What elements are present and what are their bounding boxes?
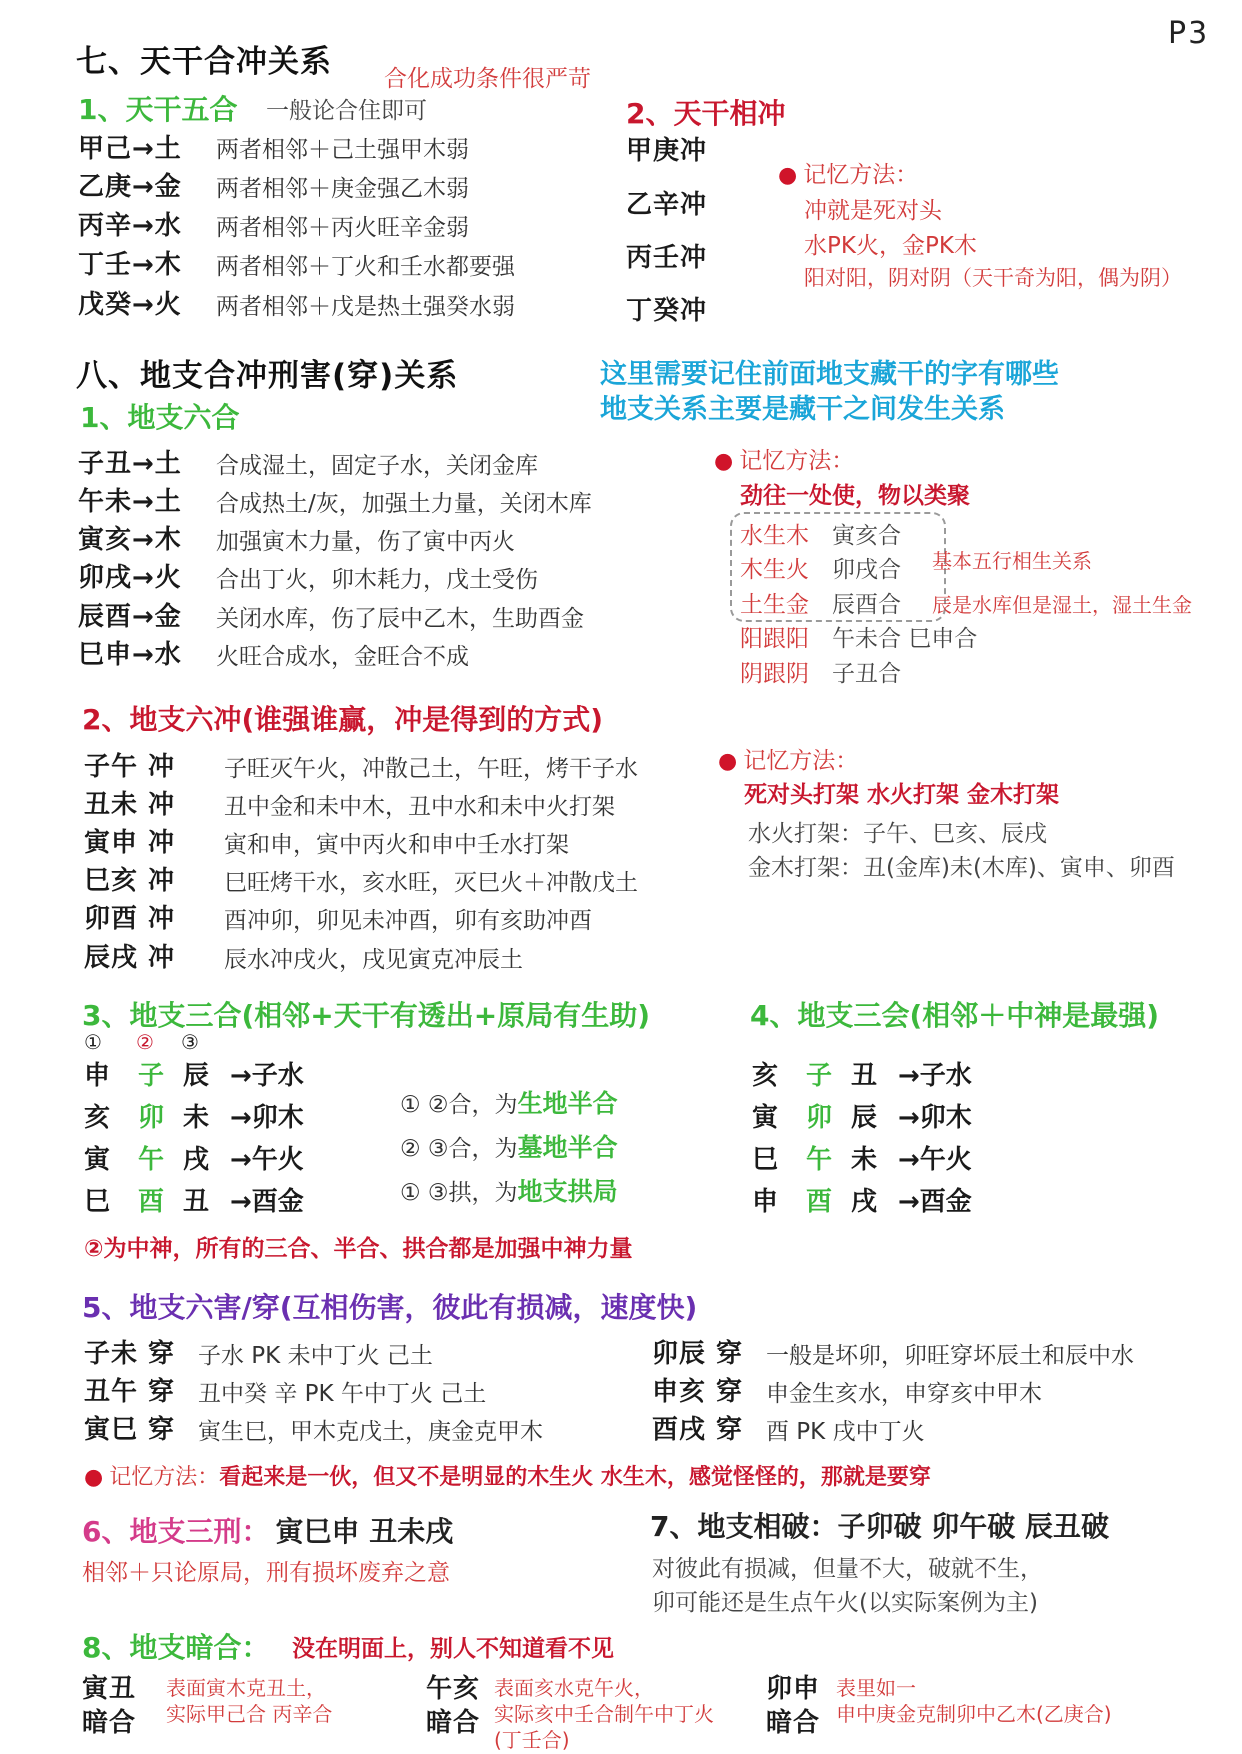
- liuchong-key: 巳亥 冲: [84, 866, 176, 896]
- wuhe-key: 乙庚→金: [78, 172, 182, 202]
- bullet-dot-icon: ●: [778, 163, 798, 188]
- anhe-key: 暗合: [426, 1708, 481, 1738]
- pair-b: 子丑合: [832, 661, 901, 687]
- liuhai-desc: 丑中癸 辛 PK 午中丁火 己土: [198, 1381, 487, 1407]
- section-7-title: 七、天干合冲关系: [76, 44, 332, 80]
- liuchong-desc: 寅和申，寅中丙火和申中壬水打架: [224, 832, 569, 858]
- liuhai-title: 5、地支六害/穿(互相伤害，彼此有损减，速度快): [82, 1291, 698, 1324]
- liuhe-desc: 合出丁火，卯木耗力，戊土受伤: [216, 567, 538, 593]
- liuchong-key: 卯酉 冲: [84, 904, 176, 934]
- pair-a: 木生火: [740, 557, 809, 583]
- pair-b: 寅亥合: [832, 523, 901, 549]
- anhe-line: 表里如一: [836, 1676, 916, 1700]
- liuhai-desc: 寅生巳，甲木克戊土，庚金克甲木: [198, 1419, 543, 1445]
- liuhe-desc: 加强寅木力量，伤了寅中丙火: [216, 529, 515, 555]
- sanhe-row: 申 子 辰 →子水: [84, 1061, 304, 1091]
- liuchong-desc: 辰水冲戌火，戌见寅克冲辰土: [224, 947, 523, 973]
- sanhe-row: 寅 午 戌 →午火: [84, 1145, 304, 1175]
- chong-item: 丙壬冲: [626, 243, 708, 273]
- memory-method-label: ● 记忆方法：: [778, 162, 919, 188]
- liuchong-memory-head: 死对头打架 水火打架 金木打架: [744, 782, 1060, 808]
- sanhe-markers: ① ② ③: [84, 1030, 199, 1054]
- liuhe-side-note: 基本五行相生关系: [932, 549, 1092, 573]
- anhe-key: 卯申: [766, 1674, 821, 1704]
- liuchong-key: 丑未 冲: [84, 790, 176, 820]
- wuhe-desc: 两者相邻＋己土强甲木弱: [216, 137, 469, 163]
- chong-item: 甲庚冲: [626, 136, 708, 166]
- sanxing-note: 相邻＋只论原局，刑有损坏废弃之意: [82, 1560, 450, 1586]
- pair-b: 卯戌合: [832, 557, 901, 583]
- chong-item: 丁癸冲: [626, 296, 708, 326]
- liuhe-desc: 合成湿土，固定子水，关闭金库: [216, 453, 538, 479]
- xiangpo-title: 7、地支相破：子卯破 卯午破 辰丑破: [650, 1510, 1109, 1543]
- anhe-key: 暗合: [766, 1708, 821, 1738]
- liuhe-key: 辰酉→金: [78, 602, 182, 632]
- anhe-line: (丁壬合): [494, 1728, 570, 1752]
- liuhai-key: 卯辰 穿: [652, 1339, 744, 1369]
- anhe-note: 没在明面上，别人不知道看不见: [292, 1636, 614, 1662]
- liuchong-title: 2、地支六冲(谁强谁赢，冲是得到的方式): [82, 703, 604, 736]
- liuhe-memory-head: 劲往一处使，物以类聚: [740, 483, 970, 509]
- liuhai-key: 申亥 穿: [652, 1377, 744, 1407]
- liuhe-memory-label: ● 记忆方法：: [714, 448, 855, 474]
- liuhe-key: 午未→土: [78, 487, 182, 517]
- bullet-dot-icon: ●: [714, 449, 734, 474]
- memory-line: 水PK火，金PK木: [804, 233, 977, 259]
- sanhui-row: 巳 午 未 →午火: [752, 1145, 972, 1175]
- liuchong-key: 子午 冲: [84, 752, 176, 782]
- liuchong-desc: 酉冲卯，卯见未冲酉，卯有亥助冲酉: [224, 908, 592, 934]
- memory-line: 冲就是死对头: [804, 198, 942, 224]
- liuhe-desc: 关闭水库，伤了辰中乙木，生助酉金: [216, 606, 584, 632]
- liuhai-key: 丑午 穿: [84, 1377, 176, 1407]
- sanhe-note: ② ③合，为墓地半合: [400, 1133, 618, 1162]
- liuhai-memory: ● 记忆方法：看起来是一伙，但又不是明显的木生火 水生木，感觉怪怪的，那就是要穿: [84, 1465, 931, 1490]
- pair-a: 水生木: [740, 523, 809, 549]
- sanxing-items: 寅巳申 丑未戌: [275, 1515, 454, 1548]
- liuhe-side-note: 辰是水库但是湿土，湿土生金: [932, 593, 1192, 617]
- pair-a: 阳跟阳: [740, 626, 809, 652]
- liuhai-desc: 子水 PK 未中丁火 己土: [198, 1343, 433, 1369]
- sanxing-title: 6、地支三刑：: [82, 1515, 270, 1548]
- liuchong-memory-label: ● 记忆方法：: [718, 748, 859, 774]
- xiangpo-line: 对彼此有损减，但量不大，破就不生，: [652, 1556, 1043, 1582]
- liuchong-key: 寅申 冲: [84, 828, 176, 858]
- wuhe-desc: 两者相邻＋丁火和壬水都要强: [216, 254, 515, 280]
- section-8-blue-note: 这里需要记住前面地支藏干的字有哪些: [600, 359, 1059, 390]
- bullet-dot-icon: ●: [84, 1465, 104, 1490]
- liuchong-desc: 丑中金和未中木，丑中水和未中火打架: [224, 794, 615, 820]
- sanhui-title: 4、地支三会(相邻＋中神是最强): [750, 999, 1160, 1032]
- pair-a: 阴跟阴: [740, 661, 809, 687]
- anhe-line: 表面亥水克午火，: [494, 1676, 654, 1700]
- page-number: P3: [1168, 16, 1210, 51]
- pair-b: 午未合 巳申合: [832, 626, 978, 652]
- liuchong-key: 辰戌 冲: [84, 943, 176, 973]
- wuhe-key: 甲己→土: [78, 134, 182, 164]
- xiangpo-line: 卯可能还是生点午火(以实际案例为主): [652, 1590, 1038, 1616]
- sanhe-row: 亥 卯 未 →卯木: [84, 1103, 304, 1133]
- anhe-line: 实际亥中壬合制午中丁火: [494, 1702, 714, 1726]
- anhe-key: 午亥: [426, 1674, 481, 1704]
- wuhe-key: 丁壬→木: [78, 250, 182, 280]
- liuhai-desc: 酉 PK 戌中丁火: [766, 1419, 925, 1445]
- wuhe-desc: 两者相邻＋戊是热土强癸水弱: [216, 294, 515, 320]
- section-7-note: 合化成功条件很严苛: [384, 66, 591, 92]
- sanhui-row: 申 酉 戌 →酉金: [752, 1187, 972, 1217]
- liuhai-desc: 申金生亥水，申穿亥中甲木: [766, 1381, 1042, 1407]
- sanhe-footer: ②为中神，所有的三合、半合、拱合都是加强中神力量: [84, 1236, 633, 1262]
- wuhe-key: 丙辛→水: [78, 211, 182, 241]
- anhe-line: 申中庚金克制卯中乙木(乙庚合): [836, 1702, 1112, 1726]
- bullet-dot-icon: ●: [718, 749, 738, 774]
- sanhe-note: ① ③拱，为地支拱局: [400, 1177, 618, 1206]
- liuhe-key: 卯戌→火: [78, 563, 182, 593]
- anhe-line: 表面寅木克丑土，: [166, 1676, 326, 1700]
- sanhe-title: 3、地支三合(相邻+天干有透出+原局有生助): [82, 999, 651, 1032]
- sanhe-note: ① ②合，为生地半合: [400, 1089, 618, 1118]
- pair-b: 辰酉合: [832, 592, 901, 618]
- pair-a: 土生金: [740, 592, 809, 618]
- wuhe-desc: 两者相邻＋庚金强乙木弱: [216, 176, 469, 202]
- anhe-title: 8、地支暗合：: [82, 1631, 270, 1664]
- wuhe-title: 1、天干五合: [78, 93, 238, 126]
- liuhai-key: 寅巳 穿: [84, 1415, 176, 1445]
- sanhe-row: 巳 酉 丑 →酉金: [84, 1187, 304, 1217]
- liuhe-desc: 合成热土/灰，加强土力量，关闭木库: [216, 491, 592, 517]
- tiangan-chong-title: 2、天干相冲: [626, 97, 786, 130]
- liuhe-key: 寅亥→木: [78, 525, 182, 555]
- anhe-key: 寅丑: [82, 1674, 137, 1704]
- section-8-title: 八、地支合冲刑害(穿)关系: [76, 358, 459, 394]
- sanhui-row: 亥 子 丑 →子水: [752, 1061, 972, 1091]
- wuhe-note: 一般论合住即可: [266, 98, 427, 124]
- anhe-line: 实际甲己合 丙辛合: [166, 1702, 333, 1726]
- memory-line: 阳对阳，阴对阴（天干奇为阳，偶为阴）: [804, 266, 1182, 290]
- wuhe-key: 戊癸→火: [78, 290, 182, 320]
- section-8-blue-note: 地支关系主要是藏干之间发生关系: [600, 394, 1005, 425]
- chong-item: 乙辛冲: [626, 190, 708, 220]
- liuchong-desc: 巳旺烤干水，亥水旺，灭巳火＋冲散戊土: [224, 870, 638, 896]
- liuhe-desc: 火旺合成水，金旺合不成: [216, 644, 469, 670]
- liuhe-title: 1、地支六合: [80, 401, 240, 434]
- liuhe-key: 巳申→水: [78, 640, 182, 670]
- liuhai-key: 酉戌 穿: [652, 1415, 744, 1445]
- sanxing-heading: [82, 1510, 453, 1550]
- liuhai-key: 子未 穿: [84, 1339, 176, 1369]
- sanhui-row: 寅 卯 辰 →卯木: [752, 1103, 972, 1133]
- liuchong-desc: 子旺灭午火，冲散己土，午旺，烤干子水: [224, 756, 638, 782]
- wuhe-desc: 两者相邻＋丙火旺辛金弱: [216, 215, 469, 241]
- liuhai-desc: 一般是坏卯，卯旺穿坏辰土和辰中水: [766, 1343, 1134, 1369]
- liuchong-memory-line: 水火打架：子午、巳亥、辰戌: [748, 821, 1047, 847]
- liuhe-key: 子丑→土: [78, 449, 182, 479]
- anhe-key: 暗合: [82, 1708, 137, 1738]
- liuchong-memory-line: 金木打架：丑(金库)未(木库)、寅申、卯酉: [748, 855, 1175, 881]
